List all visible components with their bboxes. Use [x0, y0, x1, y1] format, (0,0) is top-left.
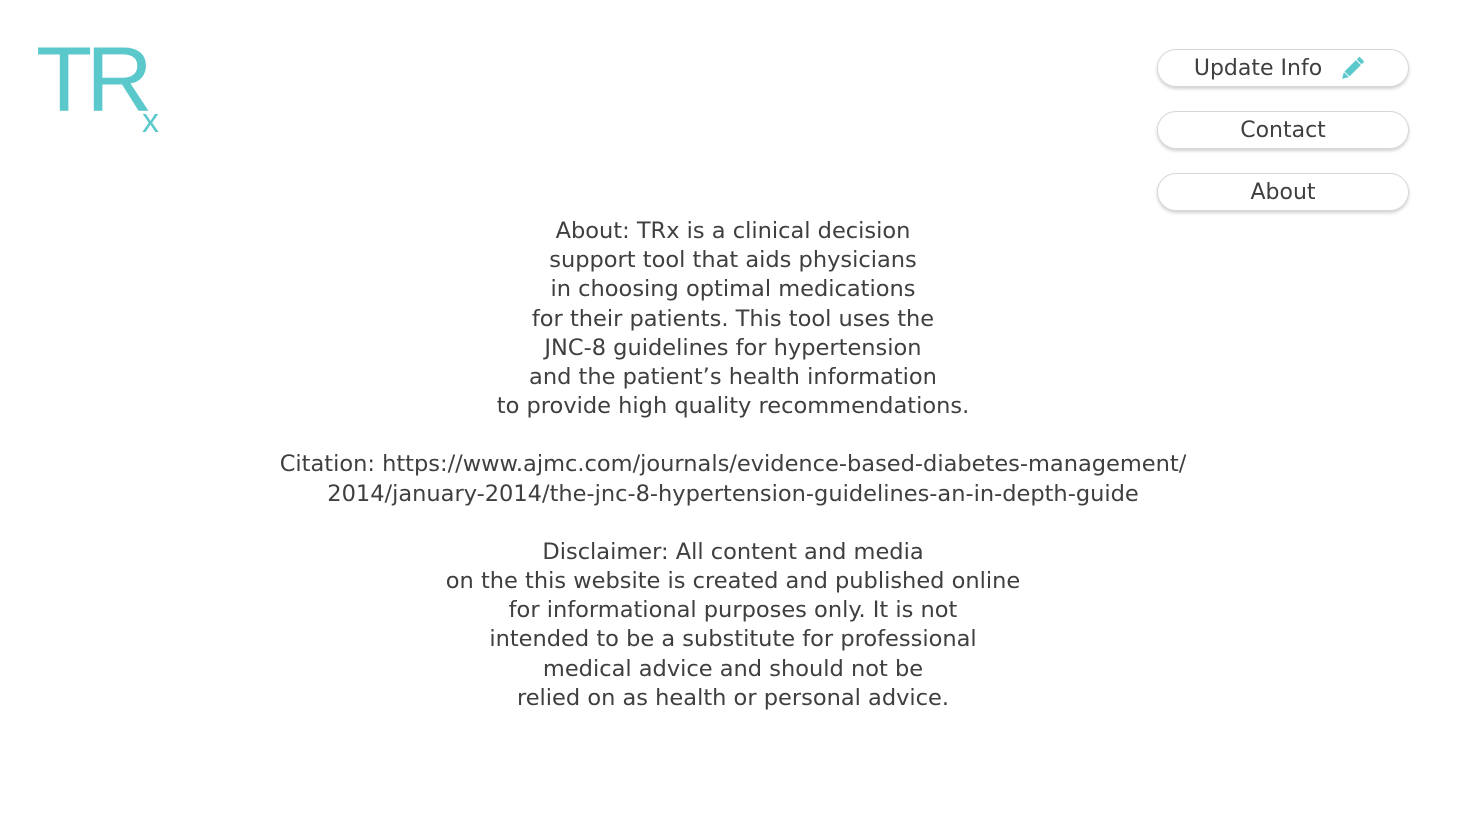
- about-description: About: TRx is a clinical decision support tool that aids physicians in choosing optimal medications for their patients. This tool uses the JNC-8 guidelines for hypertension and the patient’s health information to provide high quality recommendations.: [496, 218, 970, 420]
- about-content: [0, 217, 1466, 742]
- update-info-label: Update Info: [1193, 55, 1323, 81]
- trx-logo[interactable]: [36, 29, 159, 140]
- pencil-icon: [1336, 53, 1368, 85]
- nav-menu: [1157, 49, 1409, 235]
- citation-text: Citation: https://www.ajmc.com/journals/evidence-based-diabetes-management/ 2014/january-2014/the-jnc-8-hypertension-guidelines-an-in-depth-guide: [279, 451, 1187, 507]
- update-info-button[interactable]: [1157, 49, 1409, 87]
- about-button[interactable]: [1157, 173, 1409, 211]
- logo-text: TR: [36, 29, 147, 131]
- disclaimer-text: Disclaimer: All content and media on the this website is created and published online for informational purposes only. It is not intended to be a substitute for professional medical advice and should not be relied on as health or personal advice.: [445, 538, 1021, 711]
- about-label: About: [1250, 179, 1316, 205]
- logo-subscript: x: [142, 102, 159, 140]
- contact-button[interactable]: [1157, 111, 1409, 149]
- contact-label: Contact: [1240, 117, 1326, 143]
